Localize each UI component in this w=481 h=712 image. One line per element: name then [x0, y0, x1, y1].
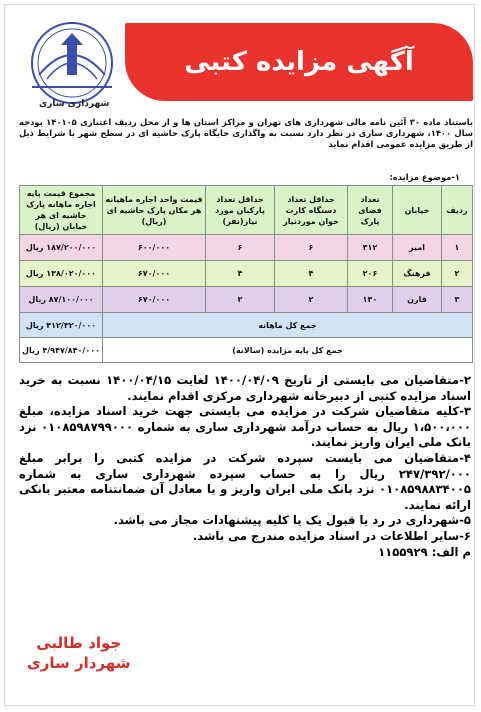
col-header-parking-spaces: تعداد فضای پارک	[348, 186, 393, 235]
section-label: ۱-موضوع مزایده:	[389, 172, 460, 182]
col-header-unit-price: قیمت واحد اجاره ماهیانه هر مکان پارک حاشیه ای (ریال)	[103, 186, 206, 235]
intro-paragraph: باستناد ماده ۳۰ آئین نامه مالی شهرداری های تهران و مراکز استان ها و از محل ردیف اعتباری ۱۴۰۱۰۵ بودجه سال ۱۴۰۰، شهرداری ساری در نظر دارد نسبت به واگذاری جایگاه پارک حاشیه ای در سطح شهر با شرایط ذیل از طریق مزایده عمومی اقدام نماید	[19, 117, 473, 149]
cell-parking-spaces: ۱۳۰	[348, 287, 393, 313]
cell-street: امیر	[393, 235, 442, 261]
table-row	[20, 235, 473, 261]
condition-3: ۳-کلیه متقاضیان شرکت در مزایده می بایستی جهت خرید اسناد مزایده، مبلغ ۱،۵۰۰،۰۰۰ ریال به حساب درآمد شهرداری ساری به شماره ۰۱۰۸۵۹۸۷۹۹۰۰۰ نزد بانک ملی ایران واریز نمایند.	[19, 404, 471, 450]
table-header-row	[20, 186, 473, 235]
logo-caption: شهرداری ساری	[39, 99, 110, 109]
cell-attendants: ۴	[206, 261, 275, 287]
total-monthly-value: ۴۱۲/۳۲۰/۰۰۰ ریال	[20, 313, 103, 338]
cell-parking-spaces: ۳۱۲	[348, 235, 393, 261]
page-title: آگهی مزایده کتبی	[184, 47, 414, 77]
cell-street: قارن	[393, 287, 442, 313]
condition-4: ۴-متقاضیان می بایست سپرده شرکت در مزایده کتبی را برابر مبلغ ۲۴۷/۳۹۲/۰۰۰ ریال را به حساب سپرده شهرداری ساری به شماره ۰۱۰۸۵۹۸۸۳۴۰۰۵ نزد بانک ملی ایران واریز و یا معادل آن ضمانتنامه معتبر بانکی ارائه نمایند.	[19, 450, 471, 512]
cell-unit-price: ۶۷۰/۰۰۰	[103, 261, 206, 287]
cell-row-number: ۲	[442, 261, 473, 287]
reference-number: م الف: ۱۱۵۵۹۲۹	[378, 544, 471, 559]
signer-name: جواد طالبی	[36, 634, 122, 652]
total-annual-value: ۴/۹۴۷/۸۴۰/۰۰۰ ریال	[20, 338, 103, 363]
cell-total-price: ۸۷/۱۰۰/۰۰۰ ریال	[20, 287, 103, 313]
auction-table	[19, 185, 473, 363]
cell-unit-price: ۶۷۰/۰۰۰	[103, 287, 206, 313]
cell-attendants: ۶	[206, 235, 275, 261]
cell-street: فرهنگ	[393, 261, 442, 287]
signer-role: شهردار ساری	[27, 654, 131, 672]
signature-block	[27, 633, 130, 673]
cell-total-price: ۱۳۸/۰۲۰/۰۰۰ ریال	[20, 261, 103, 287]
cell-row-number: ۳	[442, 287, 473, 313]
condition-6: ۶-سایر اطلاعات در اسناد مزایده مندرج می باشد.	[192, 528, 471, 543]
col-header-row-number: ردیف	[442, 186, 473, 235]
cell-row-number: ۱	[442, 235, 473, 261]
total-annual-label: جمع کل پایه مزایده (سالانه)	[103, 338, 473, 363]
total-monthly-row	[20, 313, 473, 338]
cell-parking-spaces: ۲۰۶	[348, 261, 393, 287]
conditions-text	[19, 373, 471, 560]
col-header-street: خیابان	[393, 186, 442, 235]
total-monthly-label: جمع کل ماهانه	[103, 313, 473, 338]
cell-total-price: ۱۸۷/۲۰۰/۰۰۰ ریال	[20, 235, 103, 261]
title-banner	[125, 23, 473, 101]
col-header-attendants: حداقل تعداد پارکبان مورد نیاز(نفر)	[206, 186, 275, 235]
total-annual-row	[20, 338, 473, 363]
table-row	[20, 261, 473, 287]
cell-attendants: ۲	[206, 287, 275, 313]
cell-card-readers: ۴	[275, 261, 348, 287]
col-header-total-price: مجموع قیمت پایه اجاره ماهانه پارک حاشیه ای هر خیابان (ریال)	[20, 186, 103, 235]
cell-card-readers: ۲	[275, 287, 348, 313]
table-row	[20, 287, 473, 313]
col-header-card-readers: حداقل تعداد دستگاه کارت خوان موردنیاز	[275, 186, 348, 235]
ad-frame	[4, 4, 475, 706]
condition-5: ۵-شهرداری در رد یا قبول یک یا کلیه پیشنهادات مجاز می باشد.	[113, 513, 471, 528]
condition-2: ۲-متقاضیان می بایستی از تاریخ ۱۴۰۰/۰۴/۰۹ لغایت ۱۴۰۰/۰۴/۱۵ نسبت به خرید اسناد مزایده کتبی از دبیرخانه شهرداری مرکزی اقدام نمایند.	[19, 373, 471, 403]
cell-card-readers: ۶	[275, 235, 348, 261]
cell-unit-price: ۶۰۰/۰۰۰	[103, 235, 206, 261]
